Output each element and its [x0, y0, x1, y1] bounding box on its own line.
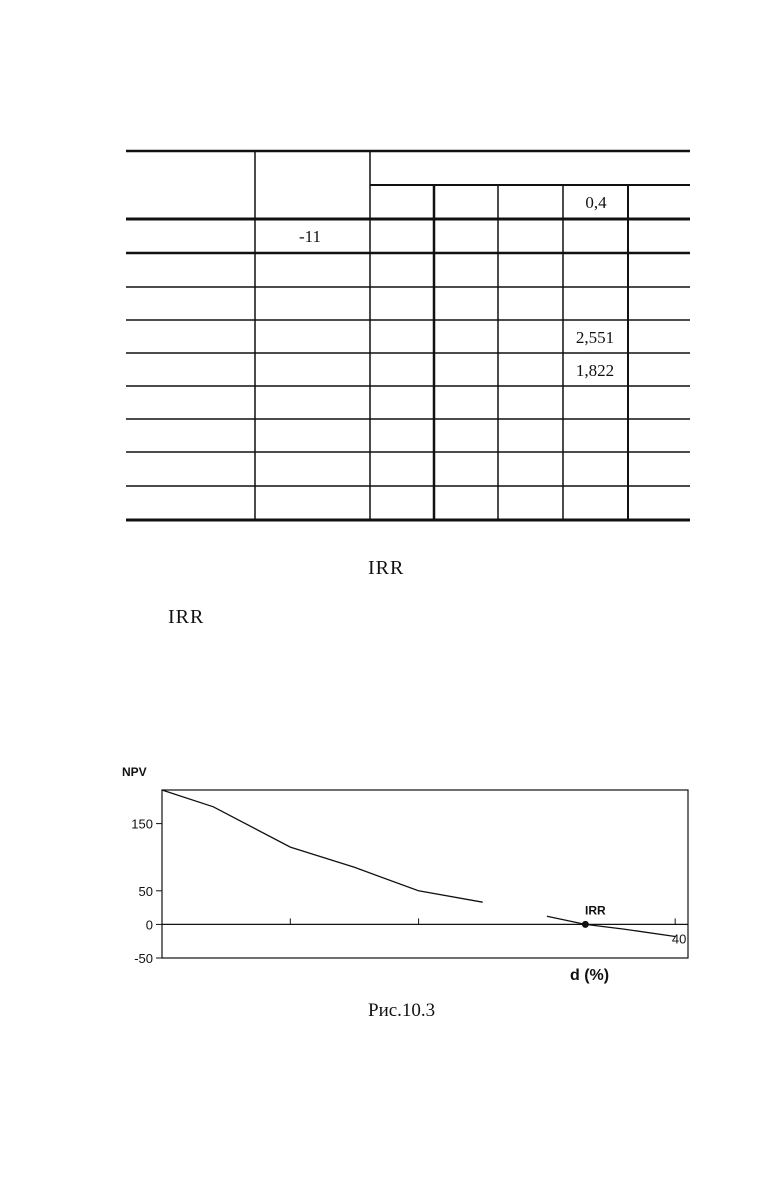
y-tick-label: 50 [138, 883, 153, 899]
irr-heading: IRR [368, 557, 405, 579]
x-axis-label: d (%) [570, 967, 610, 984]
table-cell-value: 2,551 [575, 328, 615, 347]
y-tick-label: -50 [134, 951, 153, 966]
figure-caption: Рис.10.3 [368, 1000, 436, 1021]
y-axis-label: NPV [122, 765, 147, 779]
y-tick-label: 150 [131, 816, 153, 832]
x-tick-label: 40 [671, 931, 687, 947]
irr-annotation: IRR [585, 903, 606, 918]
irr-point [582, 921, 589, 928]
table-header-value: 0,4 [585, 193, 607, 212]
y-tick-label: 0 [145, 917, 153, 933]
irr-paragraph-text: IRR [168, 606, 205, 628]
npv-curve [547, 916, 675, 936]
table-cell-value: 1,822 [575, 361, 615, 380]
npv-curve [162, 790, 483, 902]
table-cell-initial-value: -11 [298, 227, 322, 246]
plot-frame [162, 790, 688, 958]
